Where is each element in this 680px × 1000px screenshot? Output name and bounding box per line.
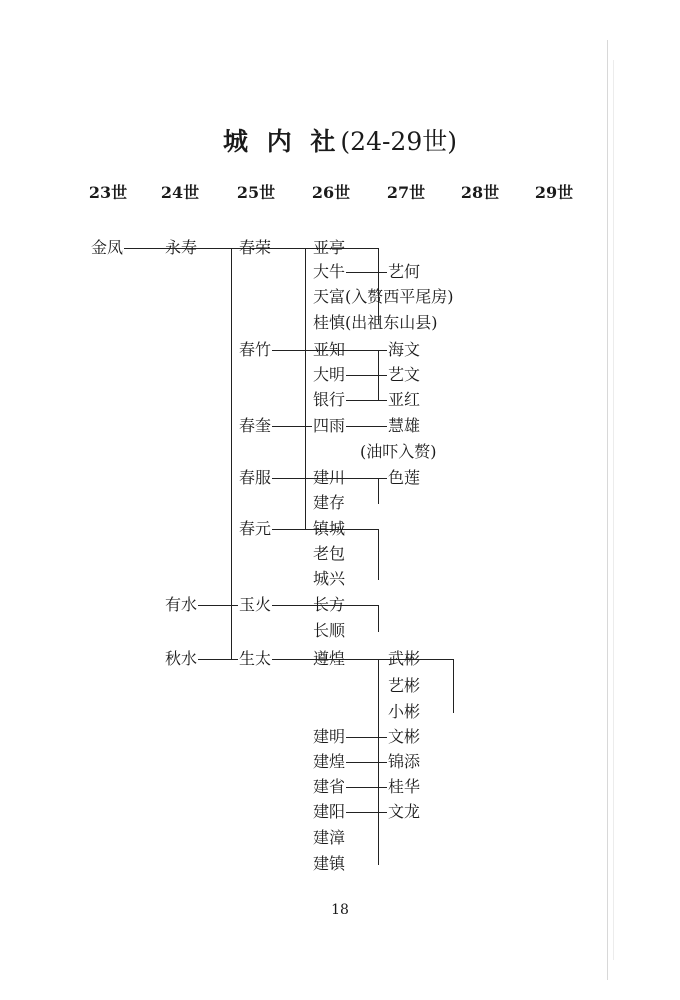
- tree-connector-line: [453, 659, 454, 713]
- tree-connector-line: [378, 605, 379, 632]
- title-sub: (24-29世): [340, 127, 457, 156]
- person-name: 武彬: [388, 649, 421, 668]
- page-number: 18: [331, 902, 349, 918]
- person-name: 慧雄: [388, 416, 421, 435]
- tree-connector-line: [346, 812, 387, 813]
- tree-connector-line: [346, 787, 387, 788]
- person-name: 春元: [239, 519, 272, 538]
- tree-connector-line: [346, 350, 387, 351]
- generation-label: 28世: [460, 183, 500, 202]
- tree-connector-line: [231, 248, 232, 660]
- tree-connector-line: [346, 400, 387, 401]
- person-name: 生太: [239, 649, 272, 668]
- person-name: 海文: [388, 340, 421, 359]
- person-name: 建存: [313, 493, 346, 512]
- title-main: 城 内 社: [223, 127, 341, 156]
- person-name: 四雨: [313, 416, 346, 435]
- person-name: 建明: [313, 727, 346, 746]
- tree-connector-line: [378, 478, 379, 504]
- person-name: 遵煌: [313, 649, 346, 668]
- person-name: 锦添: [388, 752, 421, 771]
- generation-label: 25世: [236, 183, 276, 202]
- person-name: 小彬: [388, 702, 421, 721]
- tree-connector-line: [346, 737, 387, 738]
- person-name: 长方: [313, 595, 346, 614]
- person-name: 永寿: [165, 238, 198, 257]
- tree-connector-line: [346, 478, 387, 479]
- person-name: 艺文: [388, 365, 421, 384]
- generation-label: 26世: [311, 183, 351, 202]
- person-name: 建阳: [313, 802, 346, 821]
- person-name: 金凤: [91, 238, 124, 257]
- person-name: 天富(入赘西平尾房): [313, 287, 454, 306]
- person-name: 城兴: [313, 569, 346, 588]
- person-name: 春荣: [239, 238, 272, 257]
- person-name: 文龙: [388, 802, 421, 821]
- person-name: 大明: [313, 365, 346, 384]
- tree-connector-line: [378, 529, 379, 580]
- person-name: 桂慎(出祖东山县): [313, 313, 438, 332]
- person-name: 色莲: [388, 468, 421, 487]
- person-name: 艺彬: [388, 676, 421, 695]
- person-name: 建川: [313, 468, 346, 487]
- generation-label: 29世: [534, 183, 574, 202]
- person-name: 亚红: [388, 390, 421, 409]
- person-name: 建镇: [313, 854, 346, 873]
- person-name: 镇城: [313, 519, 346, 538]
- person-name: 银行: [313, 390, 346, 409]
- generation-label: 27世: [386, 183, 426, 202]
- person-name: 秋水: [165, 649, 198, 668]
- person-name: 春奎: [239, 416, 272, 435]
- person-name: 亚亭: [313, 238, 346, 257]
- person-name: 建煌: [313, 752, 346, 771]
- person-name: 大牛: [313, 262, 346, 281]
- tree-connector-line: [272, 426, 312, 427]
- person-name: 亚知: [313, 340, 346, 359]
- person-name: 建漳: [313, 828, 346, 847]
- person-name: 建省: [313, 777, 346, 796]
- person-name: 春服: [239, 468, 272, 487]
- tree-connector-line: [198, 605, 238, 606]
- tree-connector-line: [198, 659, 238, 660]
- person-name: 老包: [313, 544, 346, 563]
- tree-connector-line: [346, 375, 387, 376]
- person-name: 春竹: [239, 340, 272, 359]
- generation-label: 23世: [88, 183, 128, 202]
- person-note: (油吓入赘): [360, 442, 437, 461]
- person-name: 文彬: [388, 727, 421, 746]
- person-name: 玉火: [239, 595, 272, 614]
- person-name: 桂华: [388, 777, 421, 796]
- generation-label: 24世: [160, 183, 200, 202]
- tree-connector-line: [346, 762, 387, 763]
- tree-connector-line: [346, 426, 387, 427]
- person-name: 艺何: [388, 262, 421, 281]
- person-name: 长顺: [313, 621, 346, 640]
- tree-connector-line: [305, 248, 306, 530]
- person-name: 有水: [165, 595, 198, 614]
- tree-connector-line: [346, 272, 387, 273]
